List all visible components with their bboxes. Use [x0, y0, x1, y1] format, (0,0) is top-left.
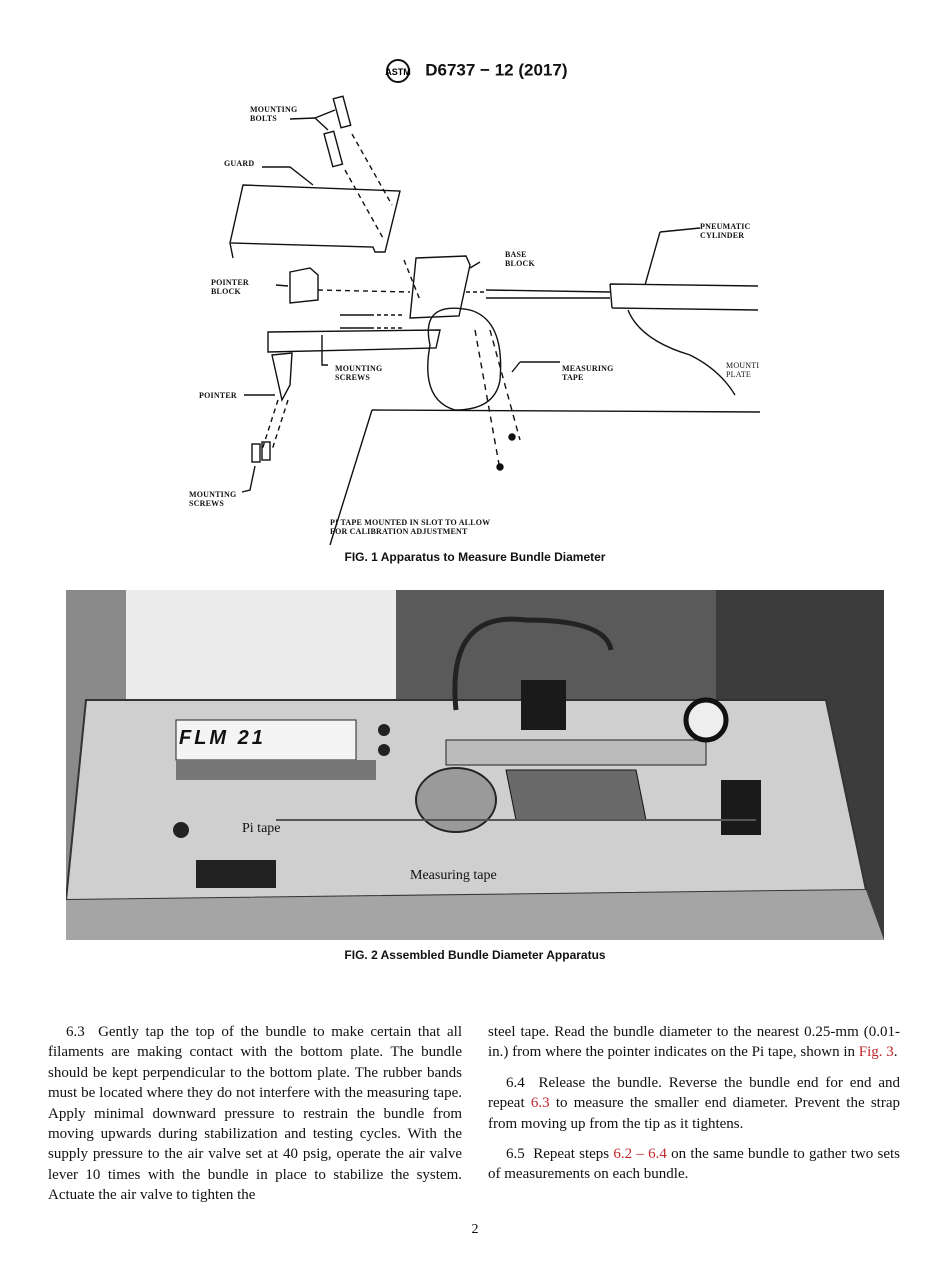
paragraph-6-4: 6.4 Release the bundle. Reverse the bundle end for end and repeat 6.3 to measure the smaller end diameter. Prevent the strap from moving up from the tip as it tightens.: [488, 1074, 900, 1132]
link-6-2-6-4[interactable]: 6.2 – 6.4: [613, 1146, 667, 1163]
label-pi-tape-note: PI TAPE MOUNTED IN SLOT TO ALLOW FOR CALIBRATION ADJUSTMENT: [330, 518, 491, 536]
label-pointer: POINTER: [199, 391, 237, 400]
left-column: [48, 1022, 462, 1216]
pneumatic-cylinder-drawing: [610, 284, 758, 310]
photo-label-pi-tape: Pi tape: [242, 821, 281, 836]
designation: D6737 − 12 (2017): [425, 60, 568, 80]
label-mounting-screws-lower: MOUNTING SCREWS: [189, 490, 237, 508]
paragraph-6-3-continued: steel tape. Read the bundle diameter to the nearest 0.25-mm (0.01-in.) from where the pointer indicates on the Pi tape, shown in Fig. 3.: [488, 1024, 900, 1061]
paragraph-6-3: 6.3 Gently tap the top of the bundle to make certain that all filaments are making contact with the bottom plate. The bundle should be kept perpendicular to the bottom plate. The rubber bands must be located where they do not interfere with the measuring tape. Apply minimal downward pressure to restrain the bundle from moving upwards during stabilization and testing cycles. With the supply pressure to the air valve set at 40 psig, operate the air valve lever 10 times with the bundle in place to stabilize the system. Actuate the air valve to tighten the: [48, 1024, 462, 1204]
figure2-caption: FIG. 2 Assembled Bundle Diameter Apparatus: [344, 948, 606, 962]
mounting-bolts-drawing: [290, 96, 392, 238]
page-number: 2: [471, 1222, 479, 1237]
apparatus-photo: [66, 590, 884, 940]
figure2-photo: [66, 590, 884, 940]
label-pneumatic-cylinder: PNEUMATIC CYLINDER: [700, 222, 751, 240]
link-6-3[interactable]: 6.3: [530, 1095, 550, 1112]
photo-label-measuring-tape: Measuring tape: [410, 868, 497, 883]
label-base-block: BASE BLOCK: [505, 250, 535, 268]
label-mounting-bolts: MOUNTING BOLTS: [250, 105, 298, 123]
photo-label-brand: FLM 21: [179, 727, 266, 749]
label-pointer-block: POINTER BLOCK: [211, 278, 249, 296]
label-mounting-screws: MOUNTING SCREWS: [335, 364, 383, 382]
figure1-diagram: [0, 0, 950, 560]
paragraph-6-5: 6.5 Repeat steps 6.2 – 6.4 on the same bundle to gather two sets of measurements on each bundle.: [488, 1146, 901, 1183]
guard-drawing: [230, 185, 400, 258]
figure1-caption: FIG. 1 Apparatus to Measure Bundle Diameter: [344, 550, 606, 564]
measuring-tape-drawing: [428, 308, 501, 410]
mounting-plate-drawing: [268, 330, 440, 352]
right-column: [488, 1022, 900, 1195]
label-guard: GUARD: [224, 159, 255, 168]
svg-text:ASTM: ASTM: [384, 67, 411, 77]
label-mount-plate: MOUNTI PLATE: [726, 361, 760, 379]
label-measuring-tape: MEASURING TAPE: [562, 364, 614, 382]
link-fig-3[interactable]: Fig. 3: [858, 1044, 894, 1061]
